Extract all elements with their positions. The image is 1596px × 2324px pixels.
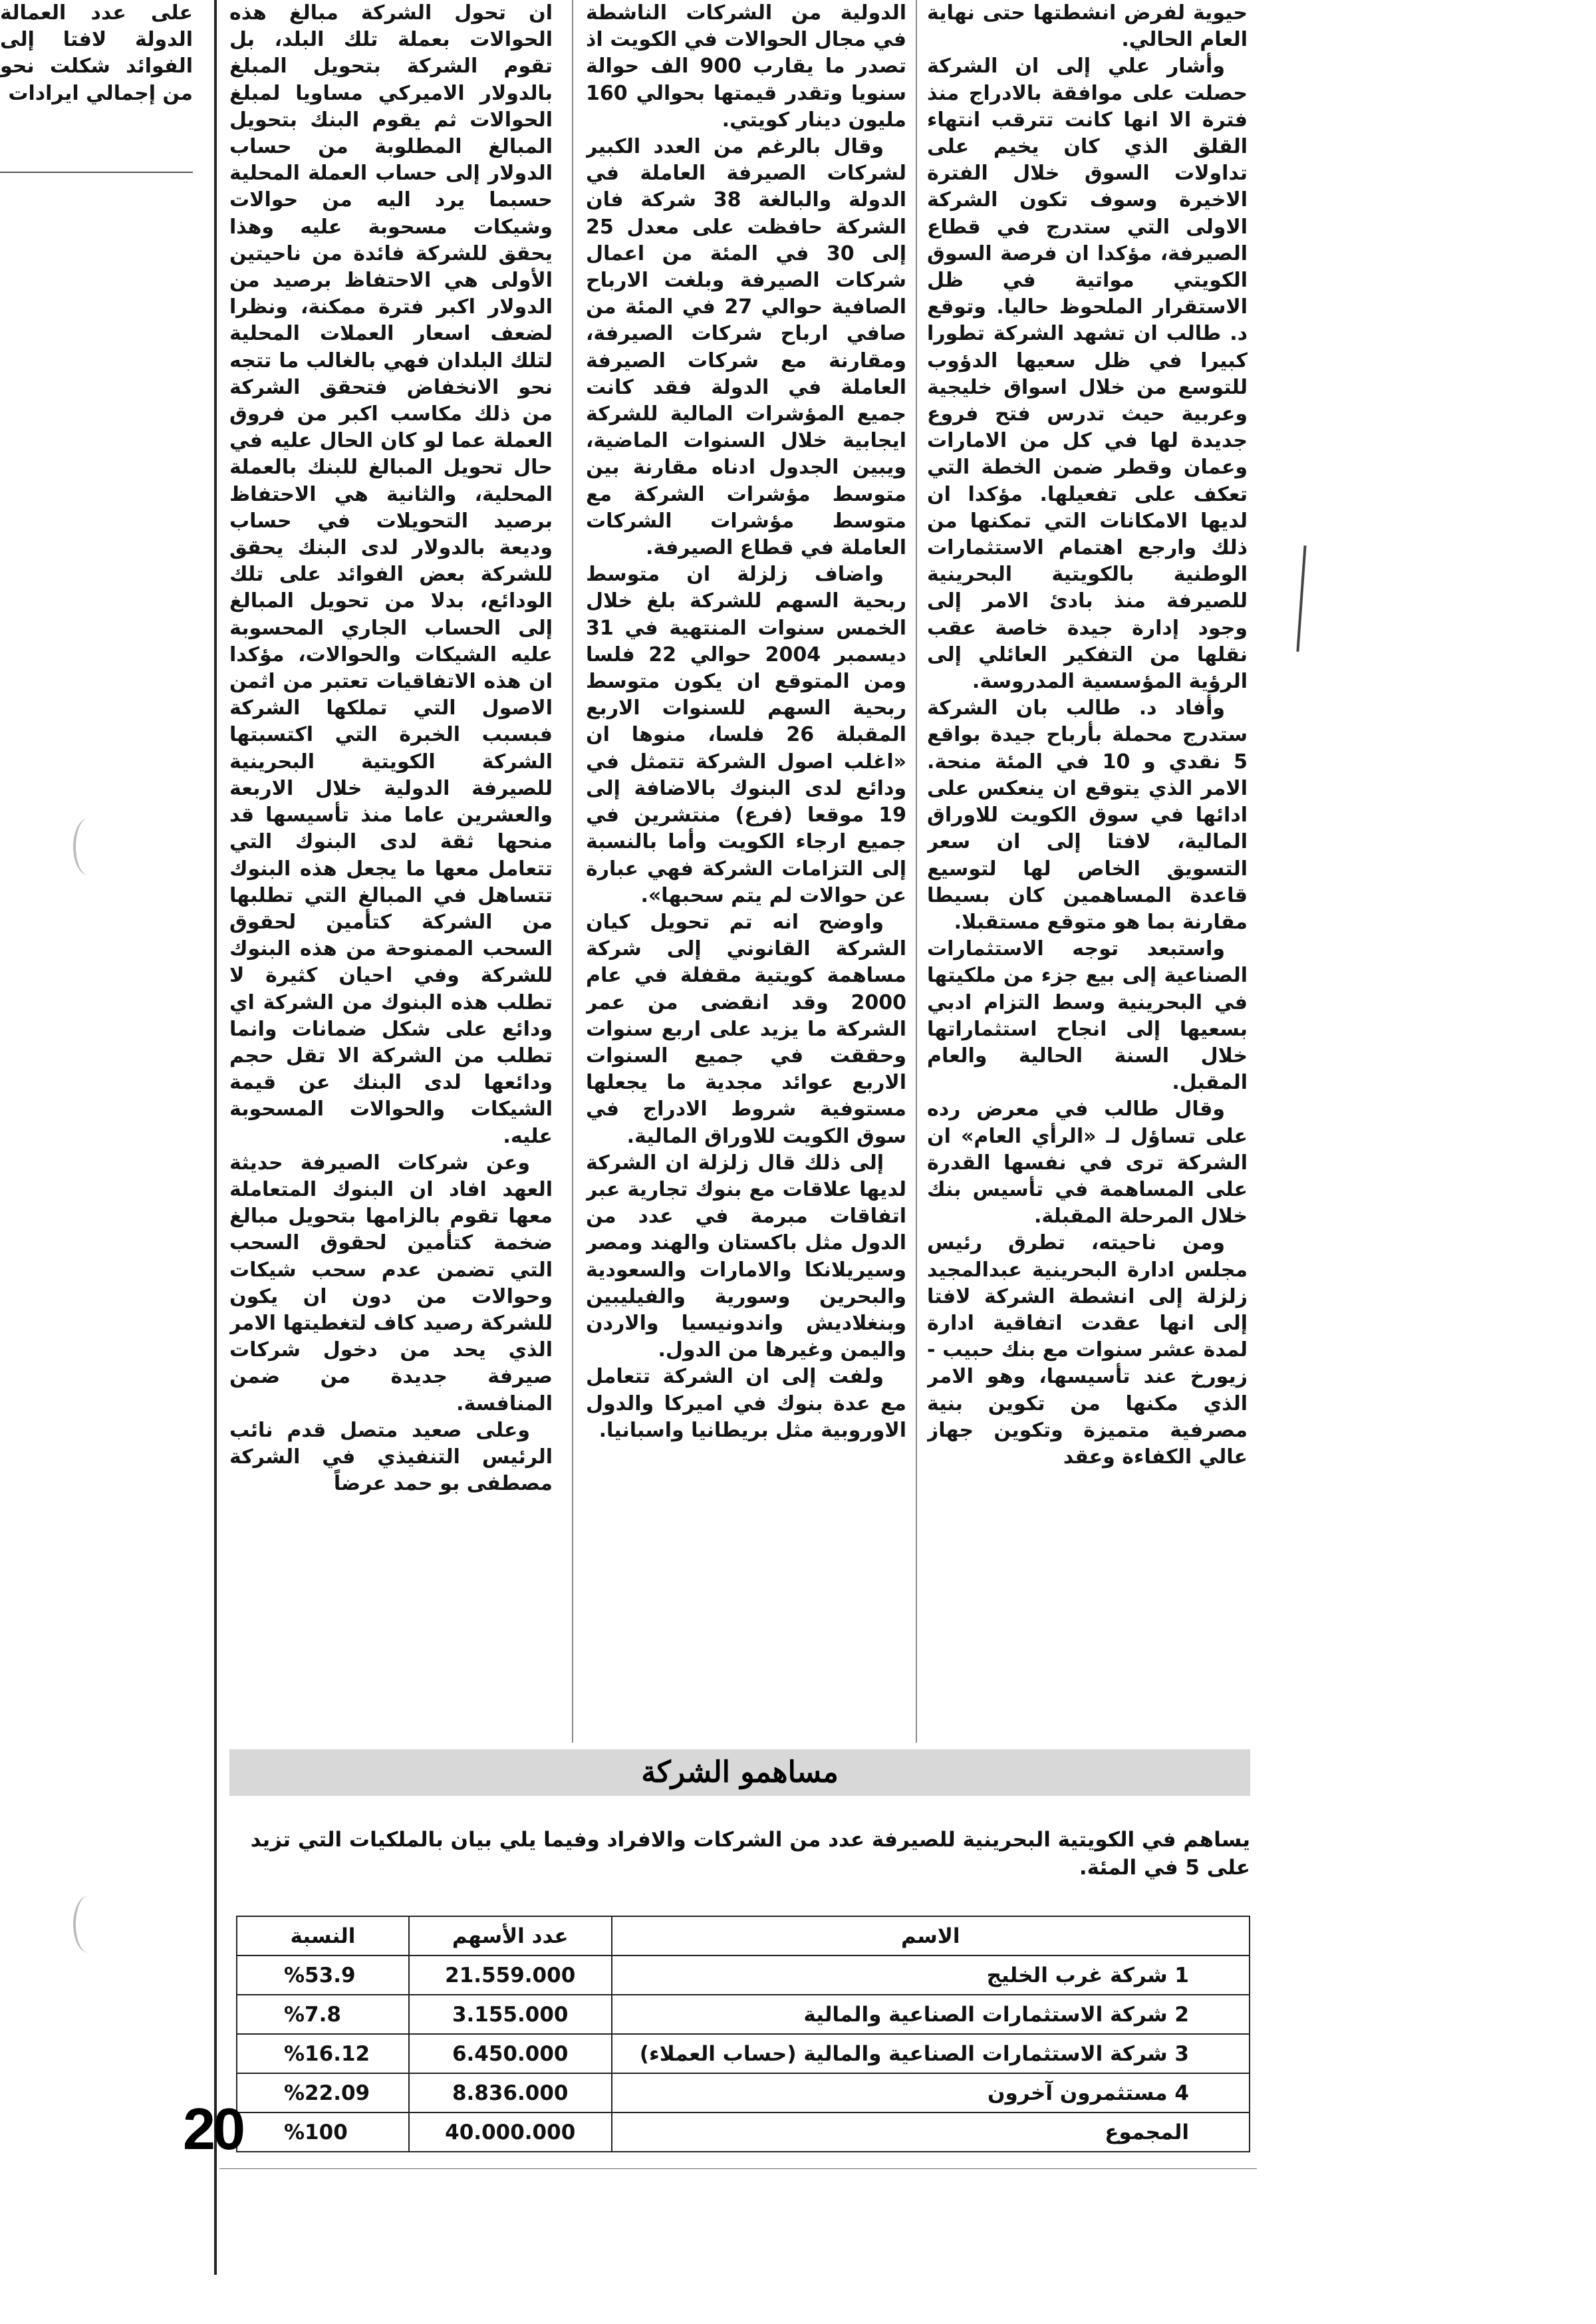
table-header-row [237, 1916, 1250, 1956]
table-row [237, 2073, 1250, 2112]
column-header-name: الاسم [612, 1916, 1250, 1956]
total-shares: 40.000.000 [409, 2112, 612, 2152]
section-heading: مساهمو الشركة [641, 1755, 839, 1789]
share-percent: %7.8 [237, 1995, 409, 2034]
share-percent: %53.9 [237, 1956, 409, 1995]
column-divider [916, 0, 917, 1743]
pencil-mark [1296, 545, 1306, 652]
total-label: المجموع [612, 2112, 1250, 2152]
article-column-2 [586, 0, 906, 1743]
paragraph: وأشار علي إلى ان الشركة حصلت على موافقة بالادراج منذ فترة الا انها كانت تترقب انتهاء القلق الذي كان يخيم على تداولات السوق خلال الفترة الاخيرة وسوف تكون الشركة الاولى التي ستدرج في قطاع الصيرفة، مؤكدا ان فرصة السوق الكويتي مواتية في ظل الاستقرار الملحوظ حاليا. وتوقع د. طالب ان تشهد الشركة تطورا كبيرا في ظل سعيها الدؤوب للتوسع من خلال اسواق خليجية وعربية حيث تدرس فتح فروع جديدة لها في كل من الامارات وعمان وقطر ضمن الخطة التي تعكف على تفعيلها. مؤكدا ان لديها الامكانات التي تمكنها من ذلك وارجع اهتمام الاستثمارات الوطنية بالكويتية البحرينية للصيرفة منذ بادئ الامر إلى وجود إدارة جيدة خاصة عقب نقلها من التفكير العائلي إلى الرؤية المؤسسية المدروسة. [927, 55, 1248, 694]
article-column-3 [229, 0, 553, 1743]
shareholder-name: 4 مستثمرون آخرون [612, 2073, 1250, 2112]
shareholders-table [236, 1916, 1250, 2152]
paragraph: وعن شركات الصيرفة حديثة العهد افاد ان البنوك المتعاملة معها تقوم بالزامها بتحويل مبالغ ضخمة كتأمين لحقوق السحب التي تضمن عدم سحب شيكات وحوالات من دون ان يكون للشركة رصيد كاف لتغطيتها الامر الذي يحد من دخول شركات صيرفة جديدة من ضمن المنافسة. [229, 1151, 553, 1415]
section-heading-band [229, 1749, 1250, 1796]
share-count: 6.450.000 [409, 2034, 612, 2073]
punch-hole-icon [73, 1896, 104, 1953]
paragraph: ولفت إلى ان الشركة تتعامل مع عدة بنوك في اميركا والدول الاوروبية مثل بريطانيا واسبانيا. [586, 1365, 906, 1442]
paragraph: وعلى صعيد متصل قدم نائب الرئيس التنفيذي في الشركة مصطفى بو حمد عرضاً [229, 1418, 553, 1496]
punch-hole-icon [73, 818, 104, 875]
column-header-shares: عدد الأسهم [409, 1916, 612, 1956]
paragraph: الدولية من الشركات الناشطة في مجال الحوالات في الكويت اذ تصدر ما يقارب 900 الف حوالة سنويا وتقدر قيمتها بحوالي 160 مليون دينار كويتي. [586, 1, 906, 132]
paragraph: وأفاد د. طالب بان الشركة ستدرج محملة بأرباح جيدة بواقع 5 نقدي و 10 في المئة منحة. الامر الذي يتوقع ان ينعكس على ادائها في سوق الكويت للاوراق المالية، لافتا إلى ان سعر التسويق الخاص لها لتوسيع قاعدة المساهمين كان بسيطا مقارنة بما هو متوقع مستقبلا. [927, 696, 1248, 934]
page-number: 20 [183, 2096, 243, 2162]
share-count: 21.559.000 [409, 1956, 612, 1995]
paragraph: حيوية لفرض انشطتها حتى نهاية العام الحالي. [927, 1, 1248, 52]
table-row [237, 1995, 1250, 2034]
table-row [237, 2034, 1250, 2073]
shareholder-name: 1 شركة غرب الخليج [612, 1956, 1250, 1995]
paragraph: إلى ذلك قال زلزلة ان الشركة لديها علاقات مع بنوك تجارية عبر اتفاقات مبرمة في عدد من الدول مثل باكستان والهند ومصر وسيريلانكا والامارات والسعودية والبحرين وسورية والفيليبين وبنغلاديش واندونيسيا والاردن واليمن وغيرها من الدول. [586, 1151, 906, 1362]
bottom-rule [219, 2168, 1257, 2169]
share-percent: %16.12 [237, 2034, 409, 2073]
table-total-row [237, 2112, 1250, 2152]
paragraph: على عدد العمالة الدولة لافتا إلى الفوائد شكلت نحو من إجمالي ايرادات [0, 1, 193, 105]
paragraph: واستبعد توجه الاستثمارات الصناعية إلى بيع جزء من ملكيتها في البحرينية وسط التزام ادبي بسعيها إلى انجاح استثماراتها خلال السنة الحالية والعام المقبل. [927, 937, 1248, 1095]
page-margin-rule [214, 0, 217, 2275]
fragment-rule [0, 172, 193, 173]
table-row [237, 1956, 1250, 1995]
column-divider [572, 0, 573, 1743]
paragraph: وقال طالب في معرض رده على تساؤل لـ «الرأي العام» ان الشركة ترى في نفسها القدرة على المساهمة في تأسيس بنك خلال المرحلة المقبلة. [927, 1097, 1248, 1229]
column-header-pct: النسبة [237, 1916, 409, 1956]
adjacent-column-fragment [0, 0, 193, 166]
paragraph: ومن ناحيته، تطرق رئيس مجلس ادارة البحرينية عبدالمجيد زلزلة إلى انشطة الشركة لافتا إلى انها عقدت اتفاقية ادارة لمدة عشر سنوات مع بنك حبيب - زيورخ عند تأسيسها، وهو الامر الذي مكنها من تكوين بنية مصرفية متميزة وتكوين جهاز عالي الكفاءة وعقد [927, 1231, 1248, 1469]
paragraph: وقال بالرغم من العدد الكبير لشركات الصيرفة العاملة في الدولة والبالغة 38 شركة فان الشركة حافظت على معدل 25 إلى 30 في المئة من اعمال شركات الصيرفة وبلغت الارباح الصافية حوالي 27 في المئة من صافي ارباح شركات الصيرفة، ومقارنة مع شركات الصيرفة العاملة في الدولة فقد كانت جميع المؤشرات المالية للشركة ايجابية خلال السنوات الماضية، ويبين الجدول ادناه مقارنة بين متوسط مؤشرات الشركة مع متوسط مؤشرات الشركات العاملة في قطاع الصيرفة. [586, 135, 906, 560]
section-intro: يساهم في الكويتية البحرينية للصيرفة عدد من الشركات والافراد وفيما يلي بيان بالملكيات التي تزيد على 5 في المئة. [250, 1828, 1250, 1880]
article-column-1 [927, 0, 1248, 1743]
share-count: 8.836.000 [409, 2073, 612, 2112]
share-percent: %22.09 [237, 2073, 409, 2112]
paragraph: ان تحول الشركة مبالغ هذه الحوالات بعملة تلك البلد، بل تقوم الشركة بتحويل المبلغ بالدولار الاميركي مساويا لمبلغ الحوالات ثم يقوم البنك بتحويل المبالغ المطلوبة من حساب الدولار إلى حساب العملة المحلية حسبما يرد اليه من حوالات وشيكات مسحوبة عليه وهذا يحقق للشركة فائدة من ناحيتين الأولى هي الاحتفاظ برصيد من الدولار اكبر فترة ممكنة، ونظرا لضعف اسعار العملات المحلية لتلك البلدان فهي بالغالب ما تتجه نحو الانخفاض فتحقق الشركة من ذلك مكاسب اكبر من فروق العملة عما لو كان الحال عليه في حال تحويل المبالغ للبنك بالعملة المحلية، والثانية هي الاحتفاظ برصيد التحويلات في حساب وديعة بالدولار لدى البنك يحقق للشركة بعض الفوائد على تلك الودائع، بدلا من تحويل المبالغ إلى الحساب الجاري المحسوبة عليه الشيكات والحوالات، مؤكدا ان هذه الاتفاقيات تعتبر من اثمن الاصول التي تملكها الشركة فبسبب الخبرة التي اكتسبتها الشركة الكويتية البحرينية للصيرفة الدولية خلال الاربعة والعشرين عاما منذ تأسيسها قد منحها ثقة لدى البنوك التي تتعامل معها ما يجعل هذه البنوك تتساهل في المبالغ التي تطلبها من الشركة كتأمين لحقوق السحب الممنوحة من هذه البنوك للشركة وفي احيان كثيرة لا تطلب هذه البنوك من الشركة اي ودائع على شكل ضمانات وانما تطلب من الشركة الا تقل حجم ودائعها لدى البنك عن قيمة الشيكات والحوالات المسحوبة عليه. [229, 1, 553, 1148]
paragraph: واوضح انه تم تحويل كيان الشركة القانوني إلى شركة مساهمة كويتية مقفلة في عام 2000 وقد انقضى من عمر الشركة ما يزيد على اربع سنوات وحققت في جميع السنوات الاربع عوائد مجدية ما يجعلها مستوفية شروط الادراج في سوق الكويت للاوراق المالية. [586, 910, 906, 1148]
shareholder-name: 2 شركة الاستثمارات الصناعية والمالية [612, 1995, 1250, 2034]
total-percent: %100 [237, 2112, 409, 2152]
shareholder-name: 3 شركة الاستثمارات الصناعية والمالية (حساب العملاء) [612, 2034, 1250, 2073]
paragraph: واضاف زلزلة ان متوسط ربحية السهم للشركة بلغ خلال الخمس سنوات المنتهية في 31 ديسمبر 2004 حوالي 22 فلسا ومن المتوقع ان يكون متوسط ربحية السهم للسنوات الاربع المقبلة 26 فلسا، منوها ان «اغلب اصول الشركة تتمثل في ودائع لدى البنوك بالاضافة إلى 19 موقعا (فرع) منتشرين في جميع ارجاء الكويت وأما بالنسبة إلى التزامات الشركة فهي عبارة عن حوالات لم يتم سحبها». [586, 563, 906, 907]
share-count: 3.155.000 [409, 1995, 612, 2034]
